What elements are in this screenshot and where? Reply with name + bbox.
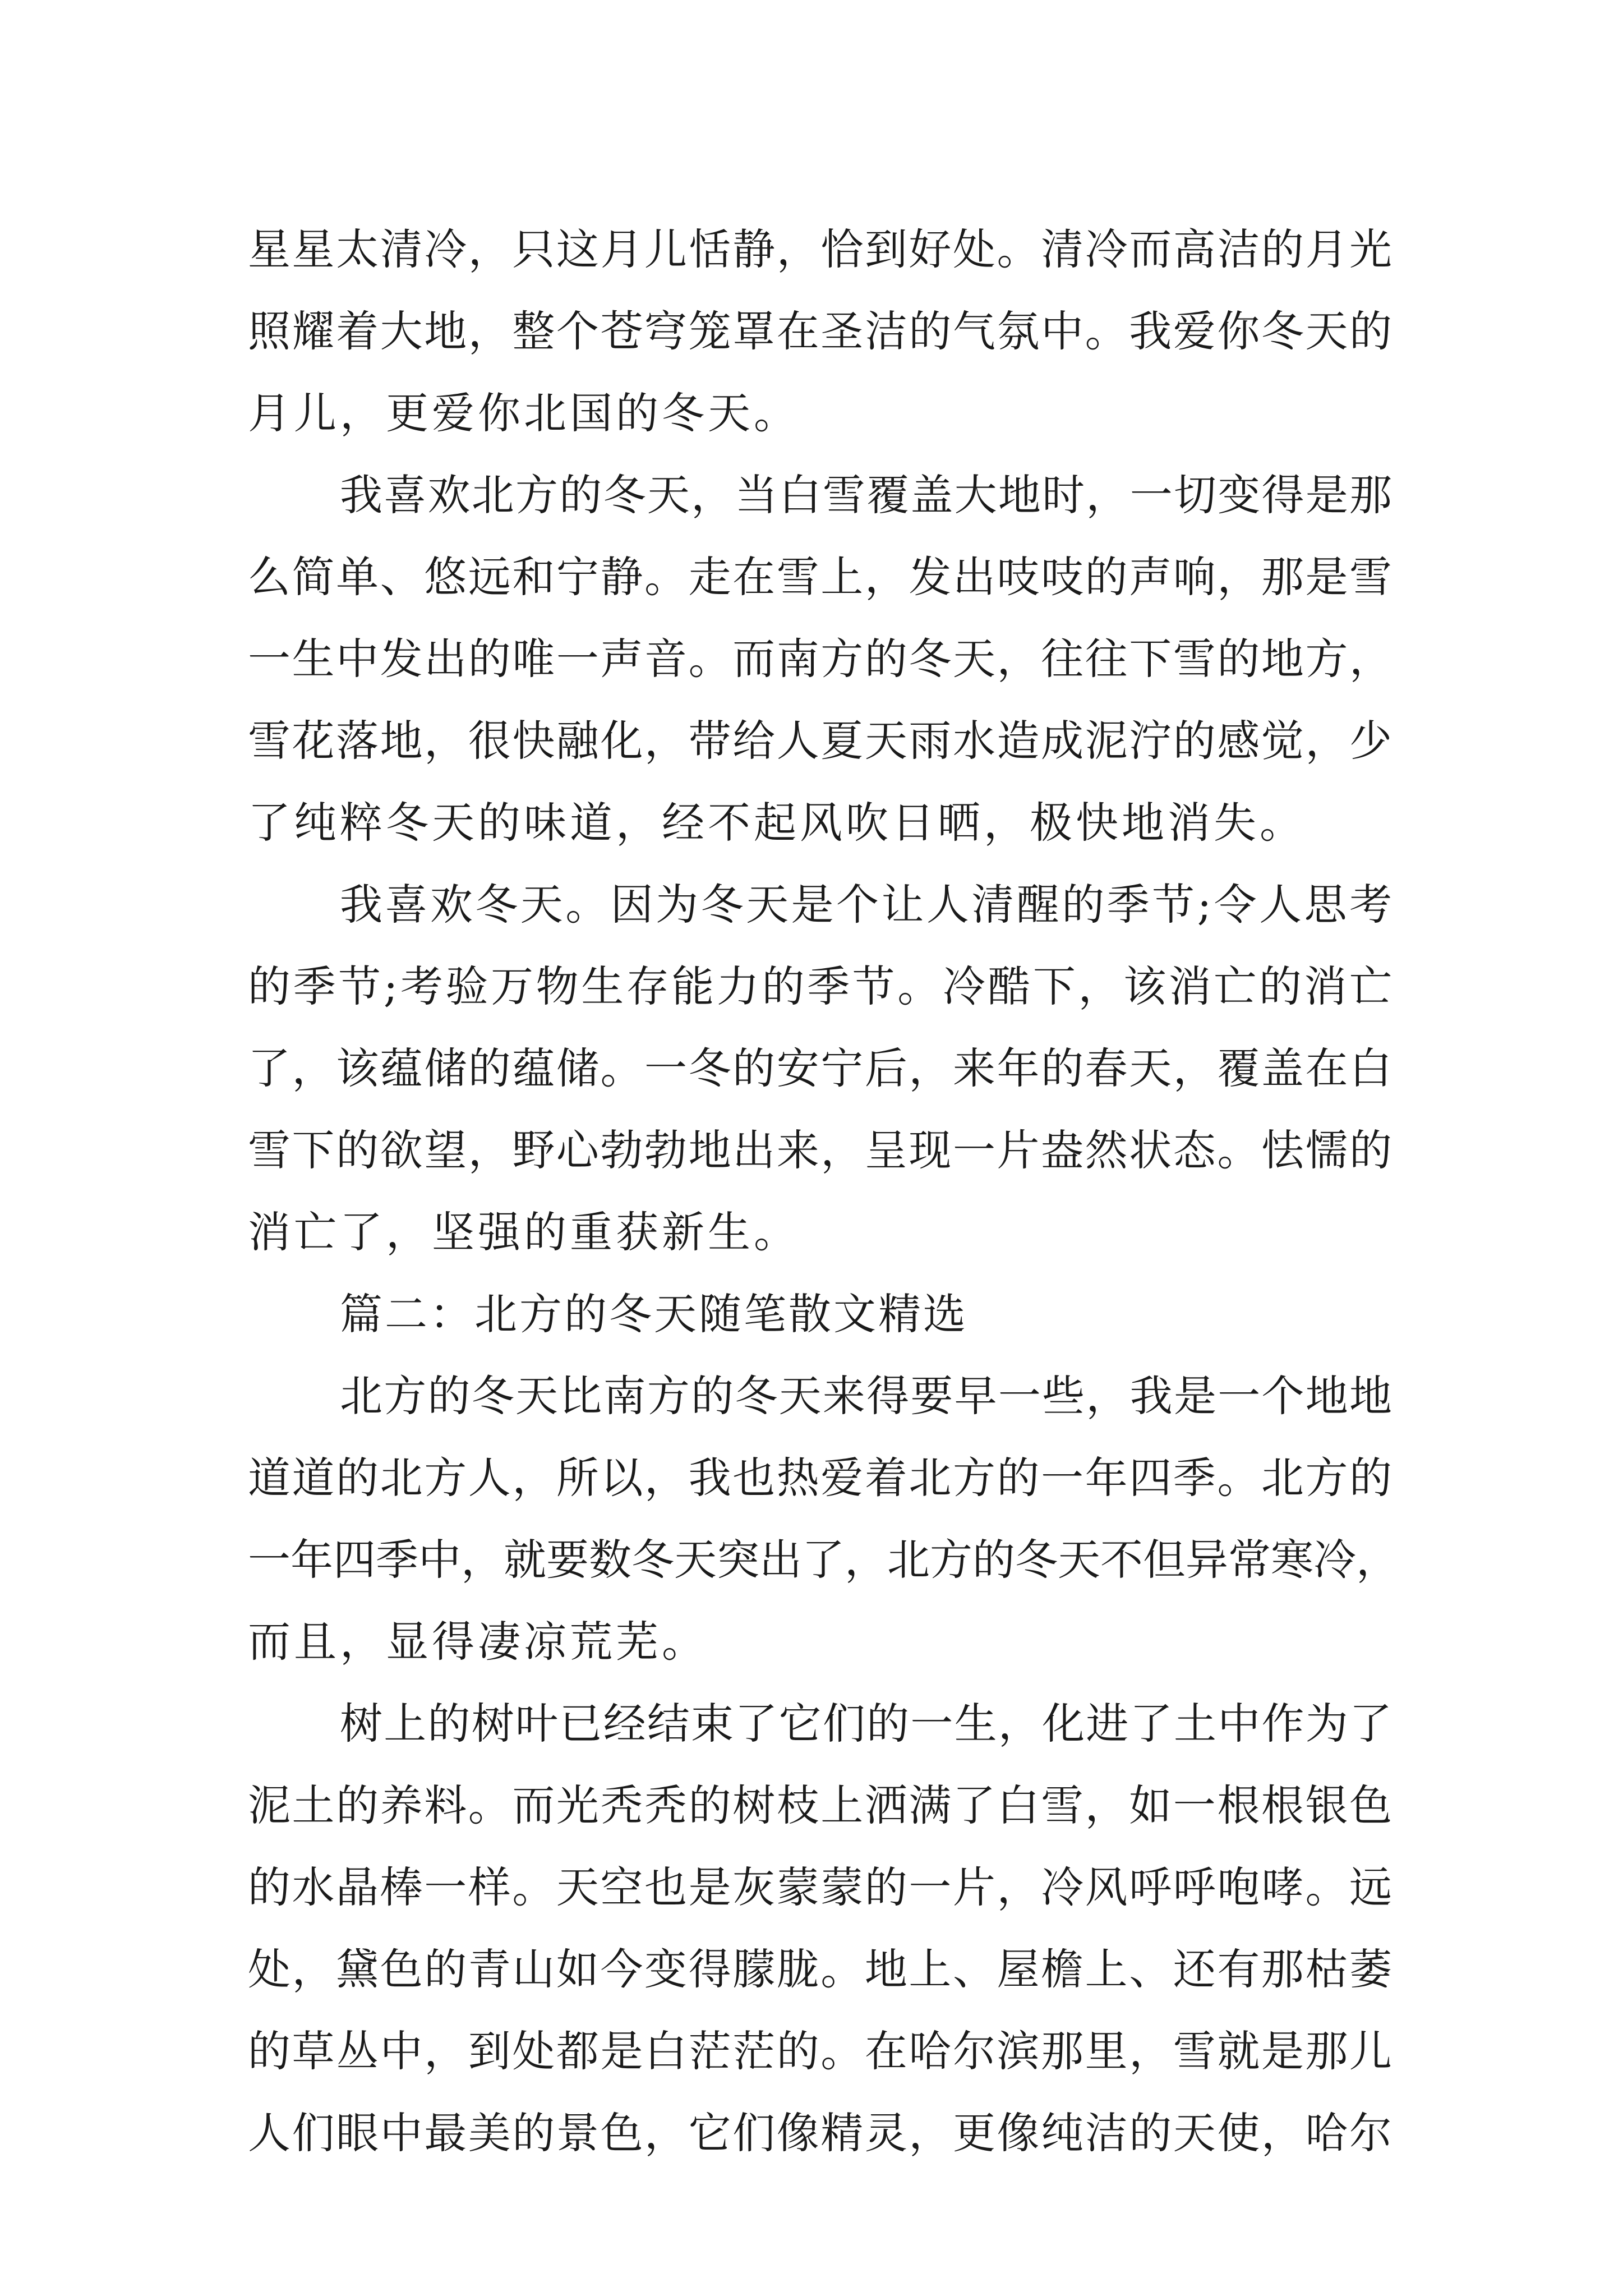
section-heading: 篇二：北方的冬天随笔散文精选: [340, 1289, 968, 1339]
text-line: 星星太清冷，只这月儿恬静，恰到好处。清冷而高洁的月光: [248, 224, 1392, 274]
text-line: 照耀着大地，整个苍穹笼罩在圣洁的气氛中。我爱你冬天的: [248, 306, 1392, 356]
text-line: 的季节;考验万物生存能力的季节。冷酷下，该消亡的消亡: [248, 961, 1392, 1011]
text-line: 一年四季中，就要数冬天突出了，北方的冬天不但异常寒冷，: [248, 1535, 1399, 1585]
text-line: 雪花落地，很快融化，带给人夏天雨水造成泥泞的感觉，少: [248, 716, 1392, 766]
text-line: 么简单、悠远和宁静。走在雪上，发出吱吱的声响，那是雪: [248, 552, 1392, 602]
paragraph-first-line: 树上的树叶已经结束了它们的一生，化进了土中作为了: [340, 1699, 1392, 1749]
body-text: [248, 209, 1399, 2174]
text-line: 道道的北方人，所以，我也热爱着北方的一年四季。北方的: [248, 1453, 1392, 1503]
text-line: 月儿，更爱你北国的冬天。: [248, 388, 800, 438]
text-line: 了，该蕴储的蕴储。一冬的安宁后，来年的春天，覆盖在白: [248, 1043, 1392, 1093]
text-line: 一生中发出的唯一声音。而南方的冬天，往往下雪的地方，: [248, 634, 1392, 684]
text-line: 雪下的欲望，野心勃勃地出来，呈现一片盎然状态。怯懦的: [248, 1125, 1392, 1175]
paragraph-first-line: 我喜欢冬天。因为冬天是个让人清醒的季节;令人思考: [340, 880, 1392, 930]
text-line: 消亡了，坚强的重获新生。: [248, 1207, 800, 1257]
text-line: 的草丛中，到处都是白茫茫的。在哈尔滨那里，雪就是那儿: [248, 2026, 1392, 2076]
text-line: 泥土的养料。而光秃秃的树枝上洒满了白雪，如一根根银色: [248, 1780, 1392, 1830]
text-line: 了纯粹冬天的味道，经不起风吹日晒，极快地消失。: [248, 798, 1306, 848]
text-line: 的水晶棒一样。天空也是灰蒙蒙的一片，冷风呼呼咆哮。远: [248, 1862, 1392, 1912]
text-line: 处，黛色的青山如今变得朦胧。地上、屋檐上、还有那枯萎: [248, 1944, 1392, 1994]
paragraph-first-line: 北方的冬天比南方的冬天来得要早一些，我是一个地地: [340, 1371, 1392, 1421]
paragraph-first-line: 我喜欢北方的冬天，当白雪覆盖大地时，一切变得是那: [340, 470, 1392, 520]
text-line: 人们眼中最美的景色，它们像精灵，更像纯洁的天使，哈尔: [248, 2108, 1392, 2158]
text-line: 而且，显得凄凉荒芜。: [248, 1617, 708, 1667]
